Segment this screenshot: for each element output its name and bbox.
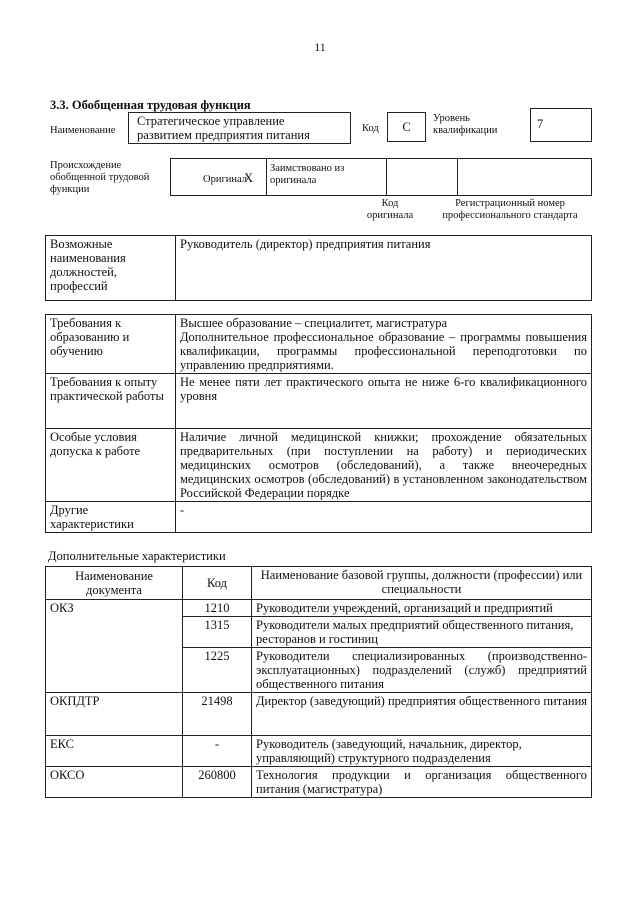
section-title: 3.3. Обобщенная трудовая функция <box>50 98 251 112</box>
col-header-name: Наименование базовой группы, должности (профессии) или специальности <box>252 567 592 600</box>
requirements-table <box>45 314 592 533</box>
origin-divider-1 <box>266 158 267 196</box>
origin-divider-3 <box>457 158 458 196</box>
req-value: - <box>176 502 592 533</box>
req-value: Наличие личной медицинской книжки; прохождение обязательных предварительных (при поступлении на работу) и периодических медицинских осмотров (обследований), а также внеочередных медицинских осмотров (обследований) в установленном законодательством Российской Федерации порядке <box>176 429 592 502</box>
req-label: Требования к опыту практической работы <box>46 374 176 429</box>
req-row <box>46 374 592 429</box>
positions-label: Возможные наименования должностей, профессий <box>46 236 176 301</box>
borrowed-label: Заимствовано из оригинала <box>270 163 345 186</box>
col-header-code: Код <box>183 567 252 600</box>
positions-row <box>46 236 592 301</box>
table-row <box>46 736 592 767</box>
code-cell: 1210 <box>183 600 252 617</box>
code-cell: 260800 <box>183 767 252 798</box>
req-label: Требования к образованию и обучению <box>46 315 176 374</box>
doc-cell: ОКПДТР <box>46 693 183 736</box>
function-name-box <box>128 112 351 144</box>
level-value: 7 <box>530 108 592 142</box>
req-line: Высшее образование – специалитет, магистратура <box>180 316 448 330</box>
doc-cell: ЕКС <box>46 736 183 767</box>
code-label: Код <box>362 123 379 134</box>
table-row <box>46 767 592 798</box>
original-mark: X <box>244 171 254 185</box>
additional-title: Дополнительные характеристики <box>48 549 226 563</box>
original-label: Оригинал <box>203 174 247 185</box>
col-header-doc: Наименование документа <box>46 567 183 600</box>
function-name-value: Стратегическое управление развитием предприятия питания <box>137 114 310 142</box>
code-caption: Код оригинала <box>366 198 414 221</box>
code-cell: 1315 <box>183 617 252 648</box>
level-label: Уровень квалификации <box>433 113 498 136</box>
name-cell: Технология продукции и организация общественного питания (магистратура) <box>252 767 592 798</box>
req-row <box>46 315 592 374</box>
req-value: Не менее пяти лет практического опыта не ниже 6-го квалификационного уровня <box>176 374 592 429</box>
code-cell: 21498 <box>183 693 252 736</box>
code-value: C <box>387 112 426 142</box>
name-cell: Руководитель (заведующий, начальник, директор, управляющий) структурного подразделения <box>252 736 592 767</box>
header-row <box>46 567 592 600</box>
name-cell: Директор (заведующий) предприятия общественного питания <box>252 693 592 736</box>
req-label: Другие характеристики <box>46 502 176 533</box>
req-line: Дополнительное профессиональное образование – программы повышения квалификации, программы профессиональной переподготовки по управлению предприятиями. <box>180 330 587 372</box>
table-row <box>46 600 592 617</box>
positions-table <box>45 235 592 301</box>
positions-value: Руководитель (директор) предприятия питания <box>176 236 592 301</box>
origin-divider-2 <box>386 158 387 196</box>
origin-label: Происхождение обобщенной трудовой функции <box>50 160 150 195</box>
code-cell: 1225 <box>183 648 252 693</box>
doc-cell: ОКЗ <box>46 600 183 693</box>
additional-table <box>45 566 592 798</box>
page-number: 11 <box>314 40 326 54</box>
code-cell: - <box>183 736 252 767</box>
name-cell: Руководители специализированных (производственно-эксплуатационных) подразделений (служб) предприятий общественного питания <box>252 648 592 693</box>
table-row <box>46 693 592 736</box>
doc-cell: ОКСО <box>46 767 183 798</box>
req-row <box>46 502 592 533</box>
req-value <box>176 315 592 374</box>
name-cell: Руководители малых предприятий общественного питания, ресторанов и гостиниц <box>252 617 592 648</box>
reg-caption: Регистрационный номер профессионального стандарта <box>442 198 578 221</box>
req-row <box>46 429 592 502</box>
name-cell: Руководители учреждений, организаций и предприятий <box>252 600 592 617</box>
name-label: Наименование <box>50 125 116 136</box>
req-label: Особые условия допуска к работе <box>46 429 176 502</box>
